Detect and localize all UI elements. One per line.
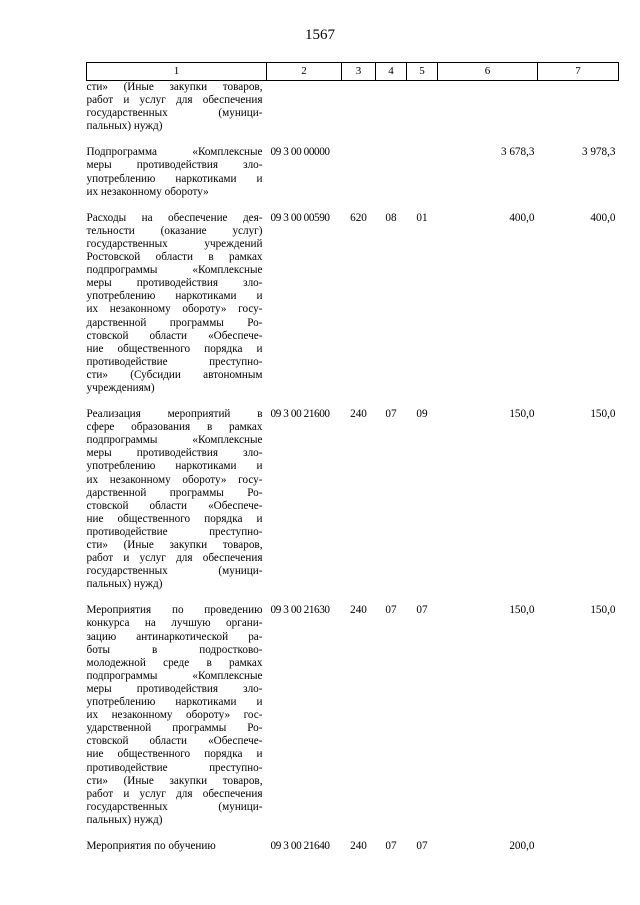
row-spacer bbox=[87, 591, 619, 604]
description-line: Подпрограмма «Комплексные bbox=[86, 146, 263, 159]
description-line: стовской области «Обеспече- bbox=[86, 329, 263, 342]
description-line: работ и услуг для обеспечения bbox=[86, 552, 263, 565]
row-spacer bbox=[87, 395, 619, 408]
description-line: дарственной программы Ро- bbox=[86, 486, 263, 499]
col-header-2: 2 bbox=[267, 63, 342, 81]
description-line: меры противодействия зло- bbox=[86, 447, 263, 460]
description-line: их незаконному обороту» bbox=[86, 185, 209, 198]
description-line: меры противодействия зло- bbox=[86, 277, 263, 290]
description-line: употреблению наркотиками и bbox=[86, 172, 263, 185]
description-line: противодействие преступно- bbox=[86, 761, 263, 774]
row-spacer bbox=[87, 827, 619, 840]
description-line: меры противодействия зло- bbox=[86, 682, 263, 695]
target-article-code: 09 3 00 00590 bbox=[270, 211, 330, 224]
section-code bbox=[376, 146, 407, 198]
table-row bbox=[87, 212, 619, 395]
description-line: употреблению наркотиками и bbox=[86, 290, 263, 303]
description-line: их незаконному обороту» госу- bbox=[86, 303, 263, 316]
table-row bbox=[87, 146, 619, 198]
description-line: их незаконному обороту» гос- bbox=[86, 709, 263, 722]
description-line: противодействие преступно- bbox=[86, 525, 263, 538]
amount-year-1: 400,0 bbox=[509, 211, 535, 224]
description-line: государственных учреждений bbox=[86, 237, 263, 250]
description-line: работ и услуг для обеспечения bbox=[86, 94, 263, 107]
description-line: ние общественного порядка и bbox=[86, 512, 263, 525]
row-spacer bbox=[87, 199, 619, 212]
description-line: дарственной программы Ро- bbox=[86, 316, 263, 329]
description-line: учреждениям) bbox=[86, 381, 155, 394]
table-row bbox=[87, 604, 619, 827]
budget-table bbox=[86, 62, 619, 853]
description-line: Реализация мероприятий в bbox=[86, 408, 263, 421]
description-line: зацию антинаркотической ра- bbox=[86, 630, 263, 643]
section-code bbox=[376, 81, 407, 134]
description-line: сфере образования в рамках bbox=[86, 421, 263, 434]
description-line: конкурса на лучшую органи- bbox=[86, 617, 263, 630]
section-code: 08 bbox=[385, 211, 397, 224]
section-code: 07 bbox=[385, 408, 397, 421]
amount-year-2: 3 978,3 bbox=[581, 146, 616, 159]
col-header-7: 7 bbox=[538, 63, 619, 81]
page-number: 1567 bbox=[305, 27, 335, 43]
target-article-code: 09 3 00 21630 bbox=[270, 604, 330, 617]
description-line: государственных (муници- bbox=[86, 107, 263, 120]
description-line: стовской области «Обеспече- bbox=[86, 499, 263, 512]
description-line: их незаконному обороту» госу- bbox=[86, 473, 263, 486]
target-article-code: 09 3 00 21600 bbox=[270, 408, 330, 421]
row-spacer bbox=[87, 133, 619, 146]
row-description bbox=[87, 81, 267, 134]
description-line: меры противодействия зло- bbox=[86, 159, 263, 172]
row-description bbox=[87, 840, 267, 853]
table-body bbox=[87, 81, 619, 854]
col-header-3: 3 bbox=[342, 63, 376, 81]
description-line: ударственной программы Ро- bbox=[86, 722, 263, 735]
expense-type-code: 240 bbox=[350, 604, 367, 617]
subsection-code: 09 bbox=[416, 408, 428, 421]
description-line: употреблению наркотиками и bbox=[86, 696, 263, 709]
description-line: тельности (оказание услуг) bbox=[86, 224, 263, 237]
amount-year-2: 150,0 bbox=[590, 604, 616, 617]
description-line: Ростовской области в рамках bbox=[86, 251, 263, 264]
description-line: сти» (Иные закупки товаров, bbox=[86, 774, 263, 787]
row-description bbox=[87, 604, 267, 827]
table-row bbox=[87, 408, 619, 591]
description-line: противодействие преступно- bbox=[86, 355, 263, 368]
description-line: сти» (Иные закупки товаров, bbox=[86, 539, 263, 551]
description-line: употреблению наркотиками и bbox=[86, 460, 263, 473]
description-line: подпрограммы «Комплексные bbox=[86, 264, 263, 277]
amount-year-2: 150,0 bbox=[590, 408, 616, 421]
section-code: 07 bbox=[385, 839, 397, 852]
amount-year-1: 200,0 bbox=[509, 839, 535, 852]
description-line: сти» (Субсидии автономным bbox=[86, 368, 263, 381]
target-article-code: 09 3 00 00000 bbox=[270, 146, 330, 159]
description-line: молодежной среде в рамках bbox=[86, 656, 263, 669]
expense-type-code bbox=[342, 81, 376, 134]
col-header-6: 6 bbox=[438, 63, 538, 81]
amount-year-2: 400,0 bbox=[590, 211, 616, 224]
description-line: подпрограммы «Комплексные bbox=[86, 669, 263, 682]
description-line: пальных) нужд) bbox=[86, 813, 163, 826]
col-header-1: 1 bbox=[87, 63, 267, 81]
table-row bbox=[87, 81, 619, 134]
description-line: Расходы на обеспечение дея- bbox=[86, 211, 263, 224]
subsection-code bbox=[407, 81, 438, 134]
description-line: пальных) нужд) bbox=[86, 120, 163, 133]
description-line: Мероприятия по проведению bbox=[86, 604, 263, 617]
row-description bbox=[87, 146, 267, 198]
table-header-row bbox=[87, 63, 619, 81]
subsection-code bbox=[407, 146, 438, 198]
col-header-4: 4 bbox=[376, 63, 407, 81]
description-line: подпрограммы «Комплексные bbox=[86, 434, 263, 447]
amount-year-1: 150,0 bbox=[509, 604, 535, 617]
description-line: пальных) нужд) bbox=[86, 578, 163, 591]
section-code: 07 bbox=[385, 604, 397, 617]
amount-year-1: 150,0 bbox=[509, 408, 535, 421]
expense-type-code: 240 bbox=[350, 408, 367, 421]
target-article-code: 09 3 00 21640 bbox=[270, 839, 330, 852]
description-line: Мероприятия по обучению bbox=[86, 839, 216, 852]
description-line: ние общественного порядка и bbox=[86, 342, 263, 355]
description-line: ние общественного порядка и bbox=[86, 748, 263, 761]
description-line: боты в подростково- bbox=[86, 643, 263, 656]
description-line: государственных (муници- bbox=[86, 800, 263, 813]
amount-year-1: 3 678,3 bbox=[500, 146, 535, 159]
row-description bbox=[87, 212, 267, 395]
amount-year-2 bbox=[538, 840, 619, 853]
amount-year-1 bbox=[438, 81, 538, 134]
expense-type-code bbox=[342, 146, 376, 198]
expense-type-code: 620 bbox=[350, 211, 367, 224]
amount-year-2 bbox=[538, 81, 619, 134]
table-row bbox=[87, 840, 619, 853]
subsection-code: 01 bbox=[416, 211, 428, 224]
subsection-code: 07 bbox=[416, 839, 428, 852]
subsection-code: 07 bbox=[416, 604, 428, 617]
target-article-code bbox=[267, 81, 342, 134]
row-description bbox=[87, 408, 267, 591]
description-line: государственных (муници- bbox=[86, 565, 263, 578]
expense-type-code: 240 bbox=[350, 839, 367, 852]
description-line: стовской области «Обеспече- bbox=[86, 735, 263, 748]
description-line: работ и услуг для обеспечения bbox=[86, 787, 263, 800]
description-line: сти» (Иные закупки товаров, bbox=[86, 81, 263, 93]
col-header-5: 5 bbox=[407, 63, 438, 81]
